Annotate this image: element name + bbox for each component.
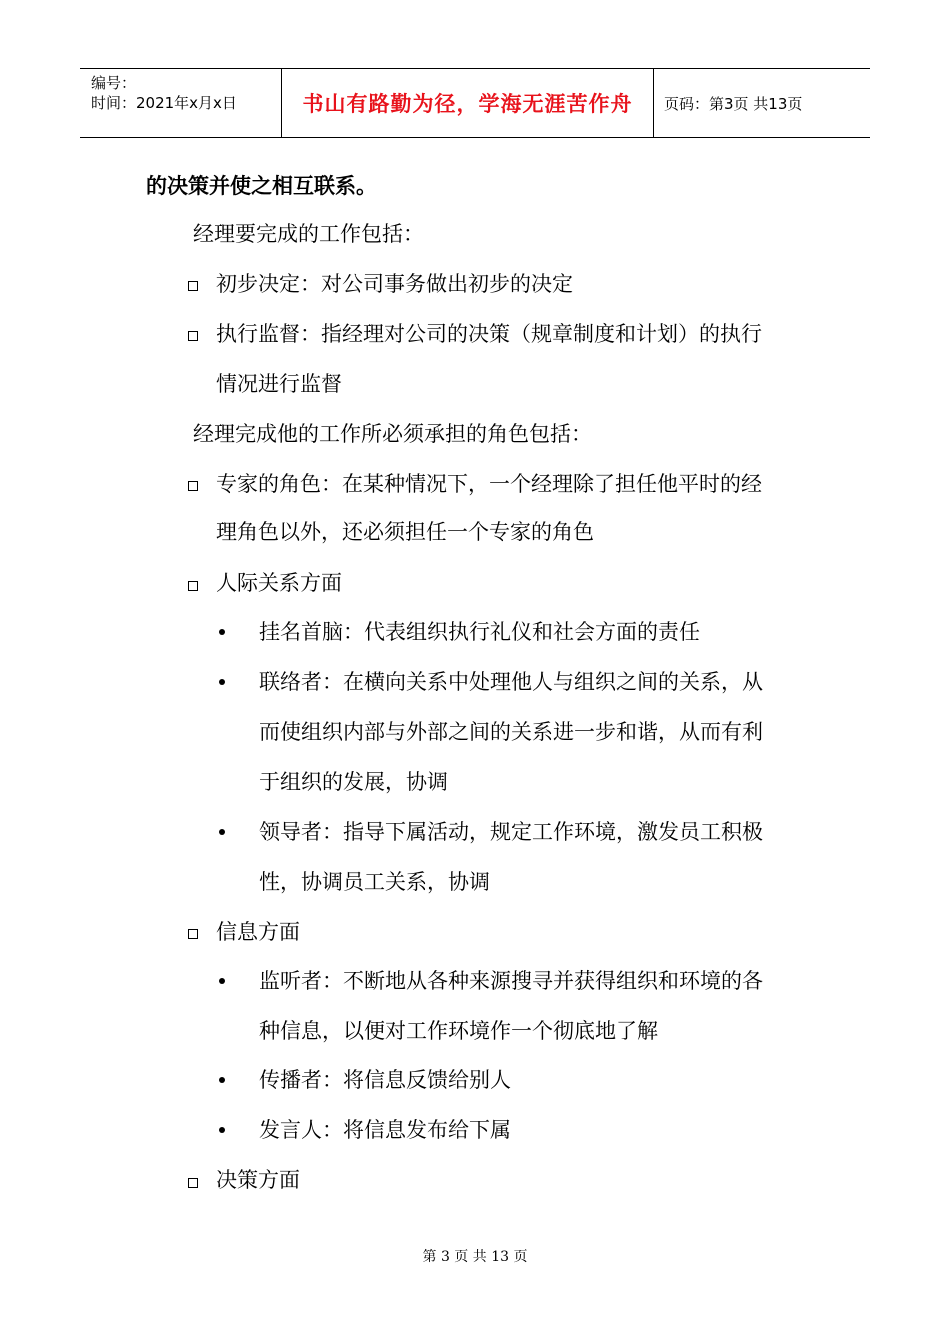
header-page-info: 页码：第3页 共13页 (664, 94, 803, 113)
sub-list-item-continuation: 性，协调员工关系，协调 (259, 870, 490, 894)
sub-list-item-continuation: 种信息，以便对工作环境作一个彻底地了解 (259, 1019, 658, 1043)
round-bullet-icon (219, 1127, 225, 1133)
square-bullet-icon (188, 581, 198, 591)
roles-heading: 经理完成他的工作所必须承担的角色包括： (193, 422, 592, 446)
sub-list-item: 领导者：指导下属活动，规定工作环境，激发员工积极 (259, 820, 763, 844)
time-label: 时间：2021年x月x日 (91, 94, 237, 112)
list-item: 决策方面 (216, 1168, 300, 1192)
list-item-continuation: 理角色以外，还必须担任一个专家的角色 (216, 520, 594, 544)
round-bullet-icon (219, 978, 225, 984)
header-meta (80, 69, 282, 137)
header-motto-cell (282, 69, 654, 137)
sub-list-item-continuation: 而使组织内部与外部之间的关系进一步和谐，从而有利 (259, 720, 763, 744)
sub-list-item: 联络者：在横向关系中处理他人与组织之间的关系，从 (259, 670, 763, 694)
square-bullet-icon (188, 331, 198, 341)
sub-list-item: 挂名首脑：代表组织执行礼仪和社会方面的责任 (259, 620, 700, 644)
square-bullet-icon (188, 481, 198, 491)
round-bullet-icon (219, 679, 225, 685)
list-item: 人际关系方面 (216, 571, 342, 595)
list-item: 信息方面 (216, 920, 300, 944)
list-item: 专家的角色：在某种情况下，一个经理除了担任他平时的经 (216, 472, 762, 496)
intro-text: 的决策并使之相互联系。 (146, 173, 377, 198)
list-item: 执行监督：指经理对公司的决策（规章制度和计划）的执行 (216, 322, 762, 346)
list-item-continuation: 情况进行监督 (216, 372, 342, 396)
sub-list-item: 传播者：将信息反馈给别人 (259, 1068, 511, 1092)
round-bullet-icon (219, 829, 225, 835)
round-bullet-icon (219, 629, 225, 635)
work-heading: 经理要完成的工作包括： (193, 222, 424, 246)
list-item: 初步决定：对公司事务做出初步的决定 (216, 272, 573, 296)
square-bullet-icon (188, 1178, 198, 1188)
header-motto: 书山有路勤为径，学海无涯苦作舟 (302, 91, 633, 116)
sub-list-item: 监听者：不断地从各种来源搜寻并获得组织和环境的各 (259, 969, 763, 993)
page-footer: 第 3 页 共 13 页 (422, 1249, 528, 1265)
sub-list-item-continuation: 于组织的发展，协调 (259, 770, 448, 794)
round-bullet-icon (219, 1077, 225, 1083)
sub-list-item: 发言人：将信息发布给下属 (259, 1118, 511, 1142)
number-label: 编号： (91, 74, 137, 92)
square-bullet-icon (188, 281, 198, 291)
page-header (80, 68, 870, 138)
square-bullet-icon (188, 929, 198, 939)
